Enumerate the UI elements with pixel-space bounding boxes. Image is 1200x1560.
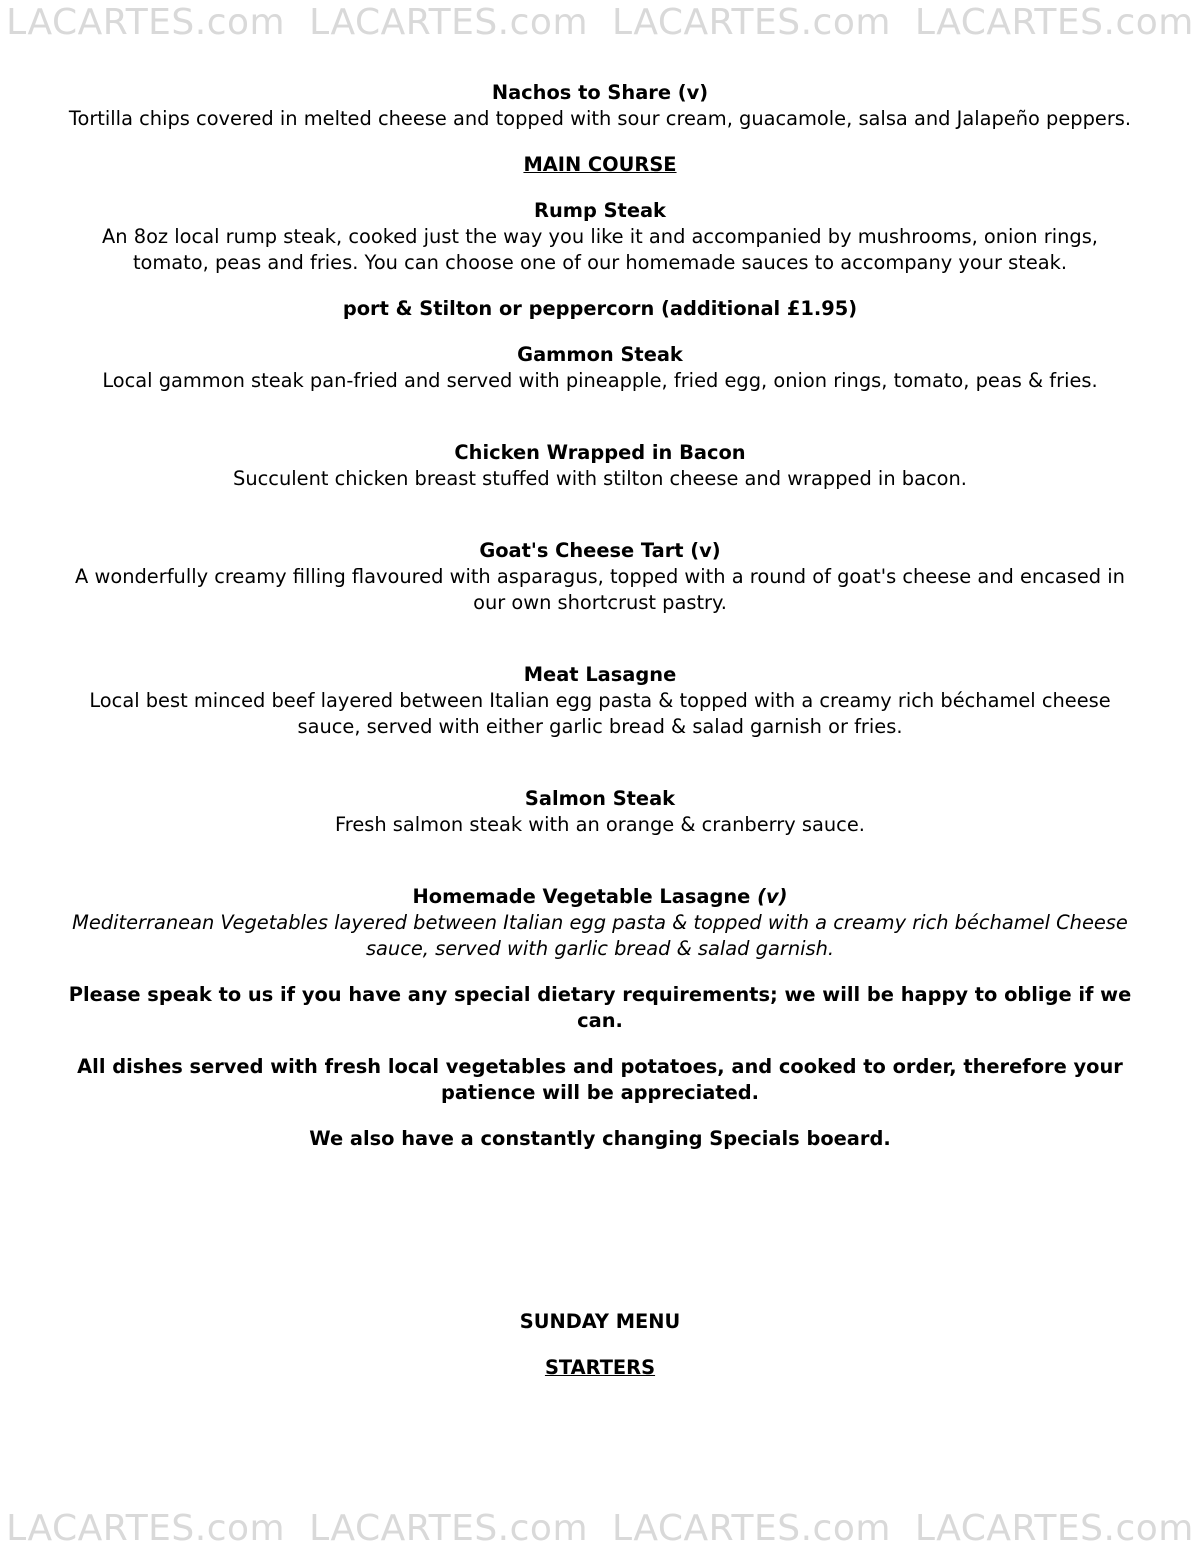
note-dietary-line1: Please speak to us if you have any special dietary requirements; we will be happy to oblige if we	[68, 983, 1132, 1006]
watermark-text: LACARTES.com	[6, 1508, 286, 1549]
menu-page	[60, 80, 1140, 1381]
item-desc-meat-lasagne-line1: Local best minced beef layered between Italian egg pasta & topped with a creamy rich béchamel cheese	[89, 689, 1111, 712]
watermark-text: LACARTES.com	[914, 1508, 1194, 1549]
item-title-rump-steak: Rump Steak	[534, 199, 666, 222]
watermark-text: LACARTES.com	[914, 2, 1194, 43]
note-specials: We also have a constantly changing Specials boeard.	[309, 1127, 891, 1150]
sunday-menu-title: SUNDAY MENU	[519, 1310, 681, 1333]
item-title-chicken-bacon: Chicken Wrapped in Bacon	[454, 441, 746, 464]
item-title-veg-lasagne-text: Homemade Vegetable Lasagne	[412, 885, 751, 908]
section-heading-main-course: MAIN COURSE	[523, 153, 677, 176]
sauce-options: port & Stilton or peppercorn (additional £1.95)	[342, 297, 858, 320]
item-desc-goats-cheese-tart-line1: A wonderfully creamy filling flavoured with asparagus, topped with a round of goat's cheese and encased in	[75, 565, 1125, 588]
item-desc-meat-lasagne-line2: sauce, served with either garlic bread & salad garnish or fries.	[297, 715, 903, 738]
item-title-nachos: Nachos to Share (v)	[491, 81, 709, 104]
item-desc-nachos: Tortilla chips covered in melted cheese and topped with sour cream, guacamole, salsa and Jalapeño peppers.	[68, 107, 1132, 130]
note-dietary-line2: can.	[577, 1009, 623, 1032]
watermark-text: LACARTES.com	[611, 1508, 891, 1549]
item-desc-rump-steak-line1: An 8oz local rump steak, cooked just the way you like it and accompanied by mushrooms, onion rings,	[102, 225, 1098, 248]
section-heading-starters: STARTERS	[544, 1356, 656, 1379]
watermark-text: LACARTES.com	[309, 2, 589, 43]
item-title-veg-lasagne	[60, 884, 1140, 910]
vegetarian-marker: (v)	[757, 885, 788, 908]
item-title-gammon-steak: Gammon Steak	[517, 343, 683, 366]
note-served-line1: All dishes served with fresh local vegetables and potatoes, and cooked to order, therefore your	[77, 1055, 1123, 1078]
item-desc-goats-cheese-tart-line2: our own shortcrust pastry.	[473, 591, 727, 614]
watermark-top	[0, 2, 1200, 54]
item-desc-rump-steak-line2: tomato, peas and fries. You can choose one of our homemade sauces to accompany your steak.	[132, 251, 1068, 274]
item-desc-veg-lasagne-line1: Mediterranean Vegetables layered between Italian egg pasta & topped with a creamy rich béchamel Cheese	[72, 911, 1128, 934]
note-served-line2: patience will be appreciated.	[440, 1081, 760, 1104]
item-title-goats-cheese-tart: Goat's Cheese Tart (v)	[479, 539, 721, 562]
watermark-text: LACARTES.com	[309, 1508, 589, 1549]
watermark-bottom	[0, 1508, 1200, 1560]
item-desc-salmon-steak: Fresh salmon steak with an orange & cranberry sauce.	[335, 813, 865, 836]
item-desc-gammon-steak: Local gammon steak pan-fried and served with pineapple, fried egg, onion rings, tomato, peas & fries.	[102, 369, 1098, 392]
item-desc-chicken-bacon: Succulent chicken breast stuffed with stilton cheese and wrapped in bacon.	[233, 467, 967, 490]
item-title-meat-lasagne: Meat Lasagne	[523, 663, 677, 686]
item-title-salmon-steak: Salmon Steak	[524, 787, 676, 810]
watermark-text: LACARTES.com	[6, 2, 286, 43]
watermark-text: LACARTES.com	[611, 2, 891, 43]
item-desc-veg-lasagne-line2: sauce, served with garlic bread & salad garnish.	[365, 937, 835, 960]
